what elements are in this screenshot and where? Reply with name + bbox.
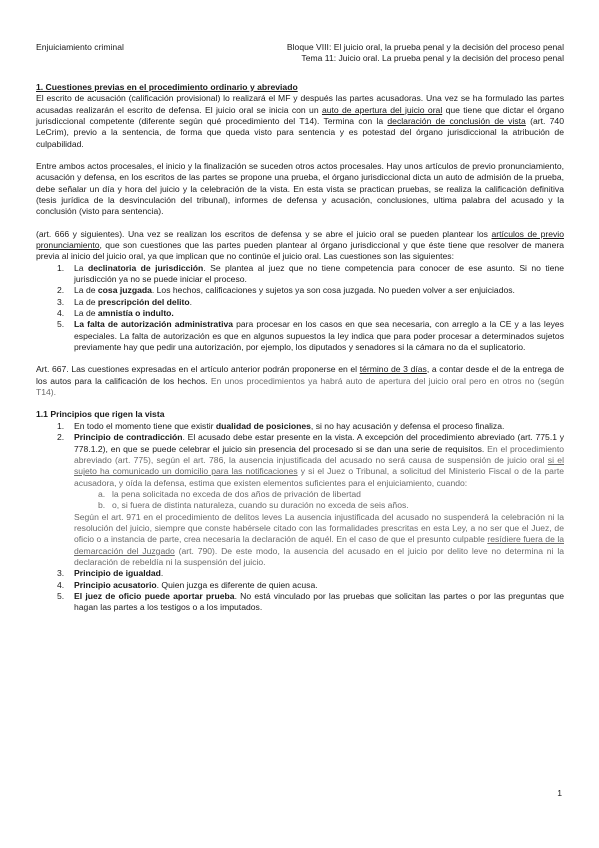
header-theme: Tema 11: Juicio oral. La prueba penal y la decisión del proceso penal (301, 53, 564, 64)
subsection-title: 1.1 Principios que rigen la vista (36, 409, 165, 420)
list-item: 5. El juez de oficio puede aportar prueba. No está vinculado por las pruebas que solicitan las partes o por las preguntas que hagan las partes a los testigos o a los imputados. (57, 591, 564, 613)
paragraph-actos: Entre ambos actos procesales, el inicio y la finalización se suceden otros actos procesales. Hay unos artículos de previo pronunciamiento, acusación y defensa, en los escritos de las partes se propone una prueba, el órgano jurisdiccional dicta un auto de admisión de la prueba, debe señalar un día y hora del juicio y la celebración de la vista. En esta vista se practican pruebas, se realiza la calificación definitiva (tesis jurídica de la desvinculación del tribunal), informes de defensa y acusación, conclusiones, ultima palabra del acusado y la conclusión (visto para sentencia). (36, 160, 564, 217)
section-title: 1. Cuestiones previas en el procedimiento ordinario y abreviado (36, 81, 298, 92)
list-item: 3. Principio de igualdad. (57, 568, 164, 579)
term-3-dias: término de 3 días (359, 364, 427, 375)
header-subject: Enjuiciamiento criminal (36, 42, 124, 52)
list-item: 2. Principio de contradicción. El acusado debe estar presente en la vista. A excepción del procedimiento abreviado (art. 775.1 y 778.1.2), en que se puede celebrar el juicio sin presencia del procesado si se dan una serie de requisitos. En el procedimiento abreviado (art. 775), según el art. 786, la ausencia injustificada del acusado no será causa de suspensión de juicio oral si el sujeto ha comunicado un domicilio para las notificaciones y si el Juez o Tribunal, a solicitud del Ministerio Fiscal o de la parte acusadora, y oída la defensa, estima que existen elementos suficientes para el enjuiciamiento, cuando: a. la pena solicitada no exceda de dos años de privación de libertad b. o, si fuera de distinta naturaleza, cuando su duración no exceda de seis años. (57, 432, 564, 511)
header-topic (287, 42, 564, 65)
list-item: b. o, si fuera de distinta naturaleza, cuando su duración no exceda de seis años. (98, 500, 409, 511)
list-item: 1. En todo el momento tiene que existir dualidad de posiciones, si no hay acusación y defensa el proceso finaliza. (57, 420, 505, 431)
term-auto-apertura: auto de apertura del juicio oral (321, 104, 443, 115)
page-number: 1 (557, 788, 562, 798)
list-item: 1. La declinatoria de jurisdicción. Se plantea al juez que no tiene competencia para conocer de ese asunto. Si no tiene jurisdicción ya no se puede iniciar el proceso. (57, 262, 564, 285)
document-body (36, 82, 564, 614)
note-delitos-leves: Según el art. 971 en el procedimiento de delitos leves La ausencia injustificada del acusado no suspenderá la celebración ni la resolución del juicio, siempre que conste habérsele citado con las formalidades prescritas en esta Ley, a no ser que el Juez, de oficio o a instancia de parte, crea necesaria la declaración de aquél. En el caso de que el presunto culpable resídiere fuera de la demarcación del Juzgado (art. 790). De este modo, la ausencia del acusado en el juicio por delito leve no determina ni la declaración de rebeldía ni la suspensión del juicio. (74, 511, 565, 567)
paragraph-intro: El escrito de acusación (calificación provisional) lo realizará el MF y después las partes acusadoras. Una vez se ha formulado las partes acusadas realizarán el escrito de defensa. El juicio oral se inicia con un auto de apertura del juicio oral que tiene que dictar el órgano jurisdiccional competente (diferente según qué procedimiento del T14). Termina con la declaración de conclusión de vista (art. 740 LeCrim), previo a la sentencia, de forma que queda visto para sentencia y es potestad del órgano jurisdiccional la atribución de culpabilidad. (36, 93, 564, 149)
term-previo-pronunciamiento: artículos de previo pronunciamiento (36, 228, 564, 250)
list-item: 4. La de amnistía o indulto. (57, 308, 174, 319)
paragraph-art-667: Art. 667. Las cuestiones expresadas en el artículo anterior podrán proponerse en el término de 3 días, a contar desde el de la entrega de los autos para la calificación de los hechos. En unos procedimientos ya habrá auto de apertura del juicio oral pero en otros no (según T14). (36, 364, 564, 398)
term-conclusion-vista: declaración de conclusión de vista (387, 115, 526, 126)
principios-list (36, 421, 564, 512)
list-item: 2. La de cosa juzgada. Los hechos, calificaciones y sujetos ya son cosa juzgada. No pueden volver a ser enjuiciados. (57, 285, 515, 296)
paragraph-previo: (art. 666 y siguientes). Una vez se realizan los escritos de defensa y se abre el juicio oral se pueden plantear los artículos de previo pronunciamiento, que son cuestiones que las partes pueden plantear al órgano jurisdiccional y que éste tiene que resolver de manera previa al inicio del juicio oral, ya que implican que no continúe el juicio oral. Las cuestiones son las siguientes: (36, 228, 564, 262)
header-block: Bloque VIII: El juicio oral, la prueba penal y la decisión del proceso penal (286, 42, 564, 52)
list-item: 3. La de prescripción del delito. (57, 296, 192, 307)
list-item: 4. Principio acusatorio. Quien juzga es diferente de quien acusa. (57, 579, 318, 590)
list-item: 5. La falta de autorización administrativa para procesar en los casos en que sea necesaria, con arreglo a la CE y a las leyes especiales. La falta de autorización es que en algunos supuestos la ley indica que para poder procesar a determinados sujetos previamente hay que pedir una autorización, por ejemplo, los diputados y senadores si la cámara no da el suplicatorio. (57, 319, 564, 353)
requisitos-list (74, 489, 564, 512)
principios-list-cont (36, 568, 564, 613)
list-item: a. la pena solicitada no exceda de dos años de privación de libertad (98, 488, 361, 499)
cuestiones-list (36, 263, 564, 354)
page-header (36, 42, 564, 65)
